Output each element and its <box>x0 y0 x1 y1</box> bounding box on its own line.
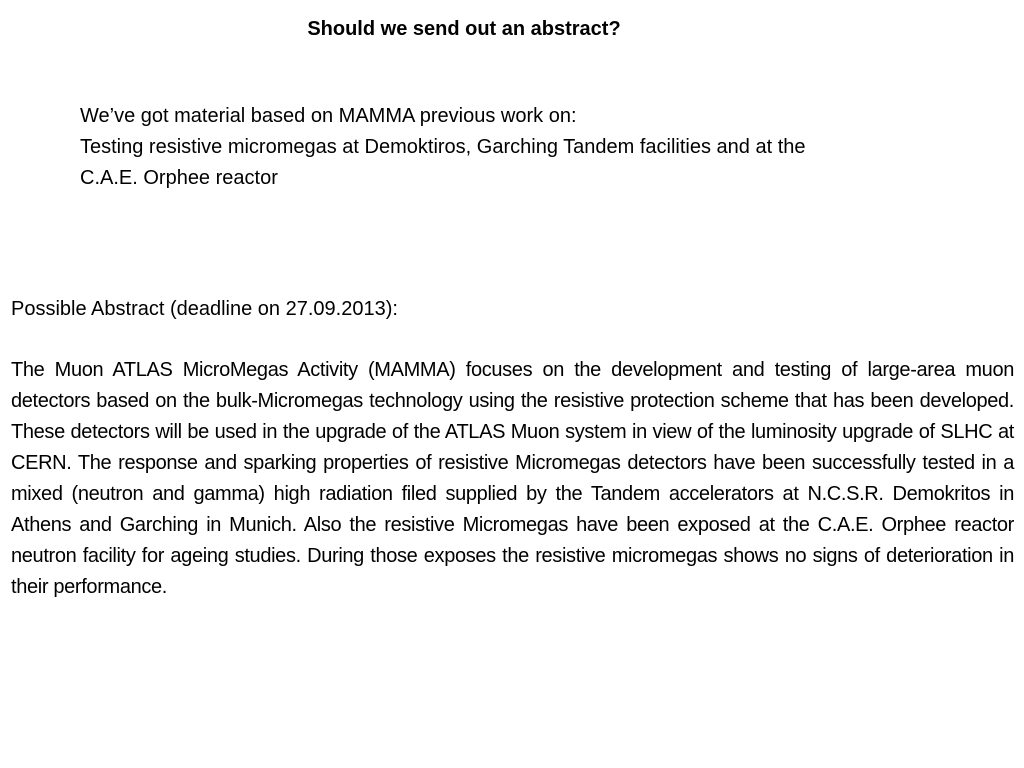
intro-paragraph <box>80 101 960 194</box>
intro-line: Testing resistive micromegas at Demoktiros, Garching Tandem facilities and at the <box>80 136 806 158</box>
slide-title: Should we send out an abstract? <box>307 18 621 40</box>
deadline-label: Possible Abstract (deadline on 27.09.2013): <box>11 298 398 320</box>
abstract-text: The Muon ATLAS MicroMegas Activity (MAMMA) focuses on the development and testing of large-area muon detectors based on the bulk-Micromegas technology using the resistive protection scheme that has been developed. These detectors will be used in the upgrade of the ATLAS Muon system in view of the luminosity upgrade of SLHC at CERN. The response and sparking properties of resistive Micromegas detectors have been successfully tested in a mixed (neutron and gamma) high radiation filed supplied by the Tandem accelerators at N.C.S.R. Demokritos in Athens and Garching in Munich. Also the resistive Micromegas have been exposed at the C.A.E. Orphee reactor neutron facility for ageing studies. During those exposes the resistive micromegas shows no signs of deterioration in their performance. <box>11 359 1014 598</box>
intro-line: C.A.E. Orphee reactor <box>80 167 278 189</box>
intro-line: We’ve got material based on MAMMA previous work on: <box>80 105 577 127</box>
